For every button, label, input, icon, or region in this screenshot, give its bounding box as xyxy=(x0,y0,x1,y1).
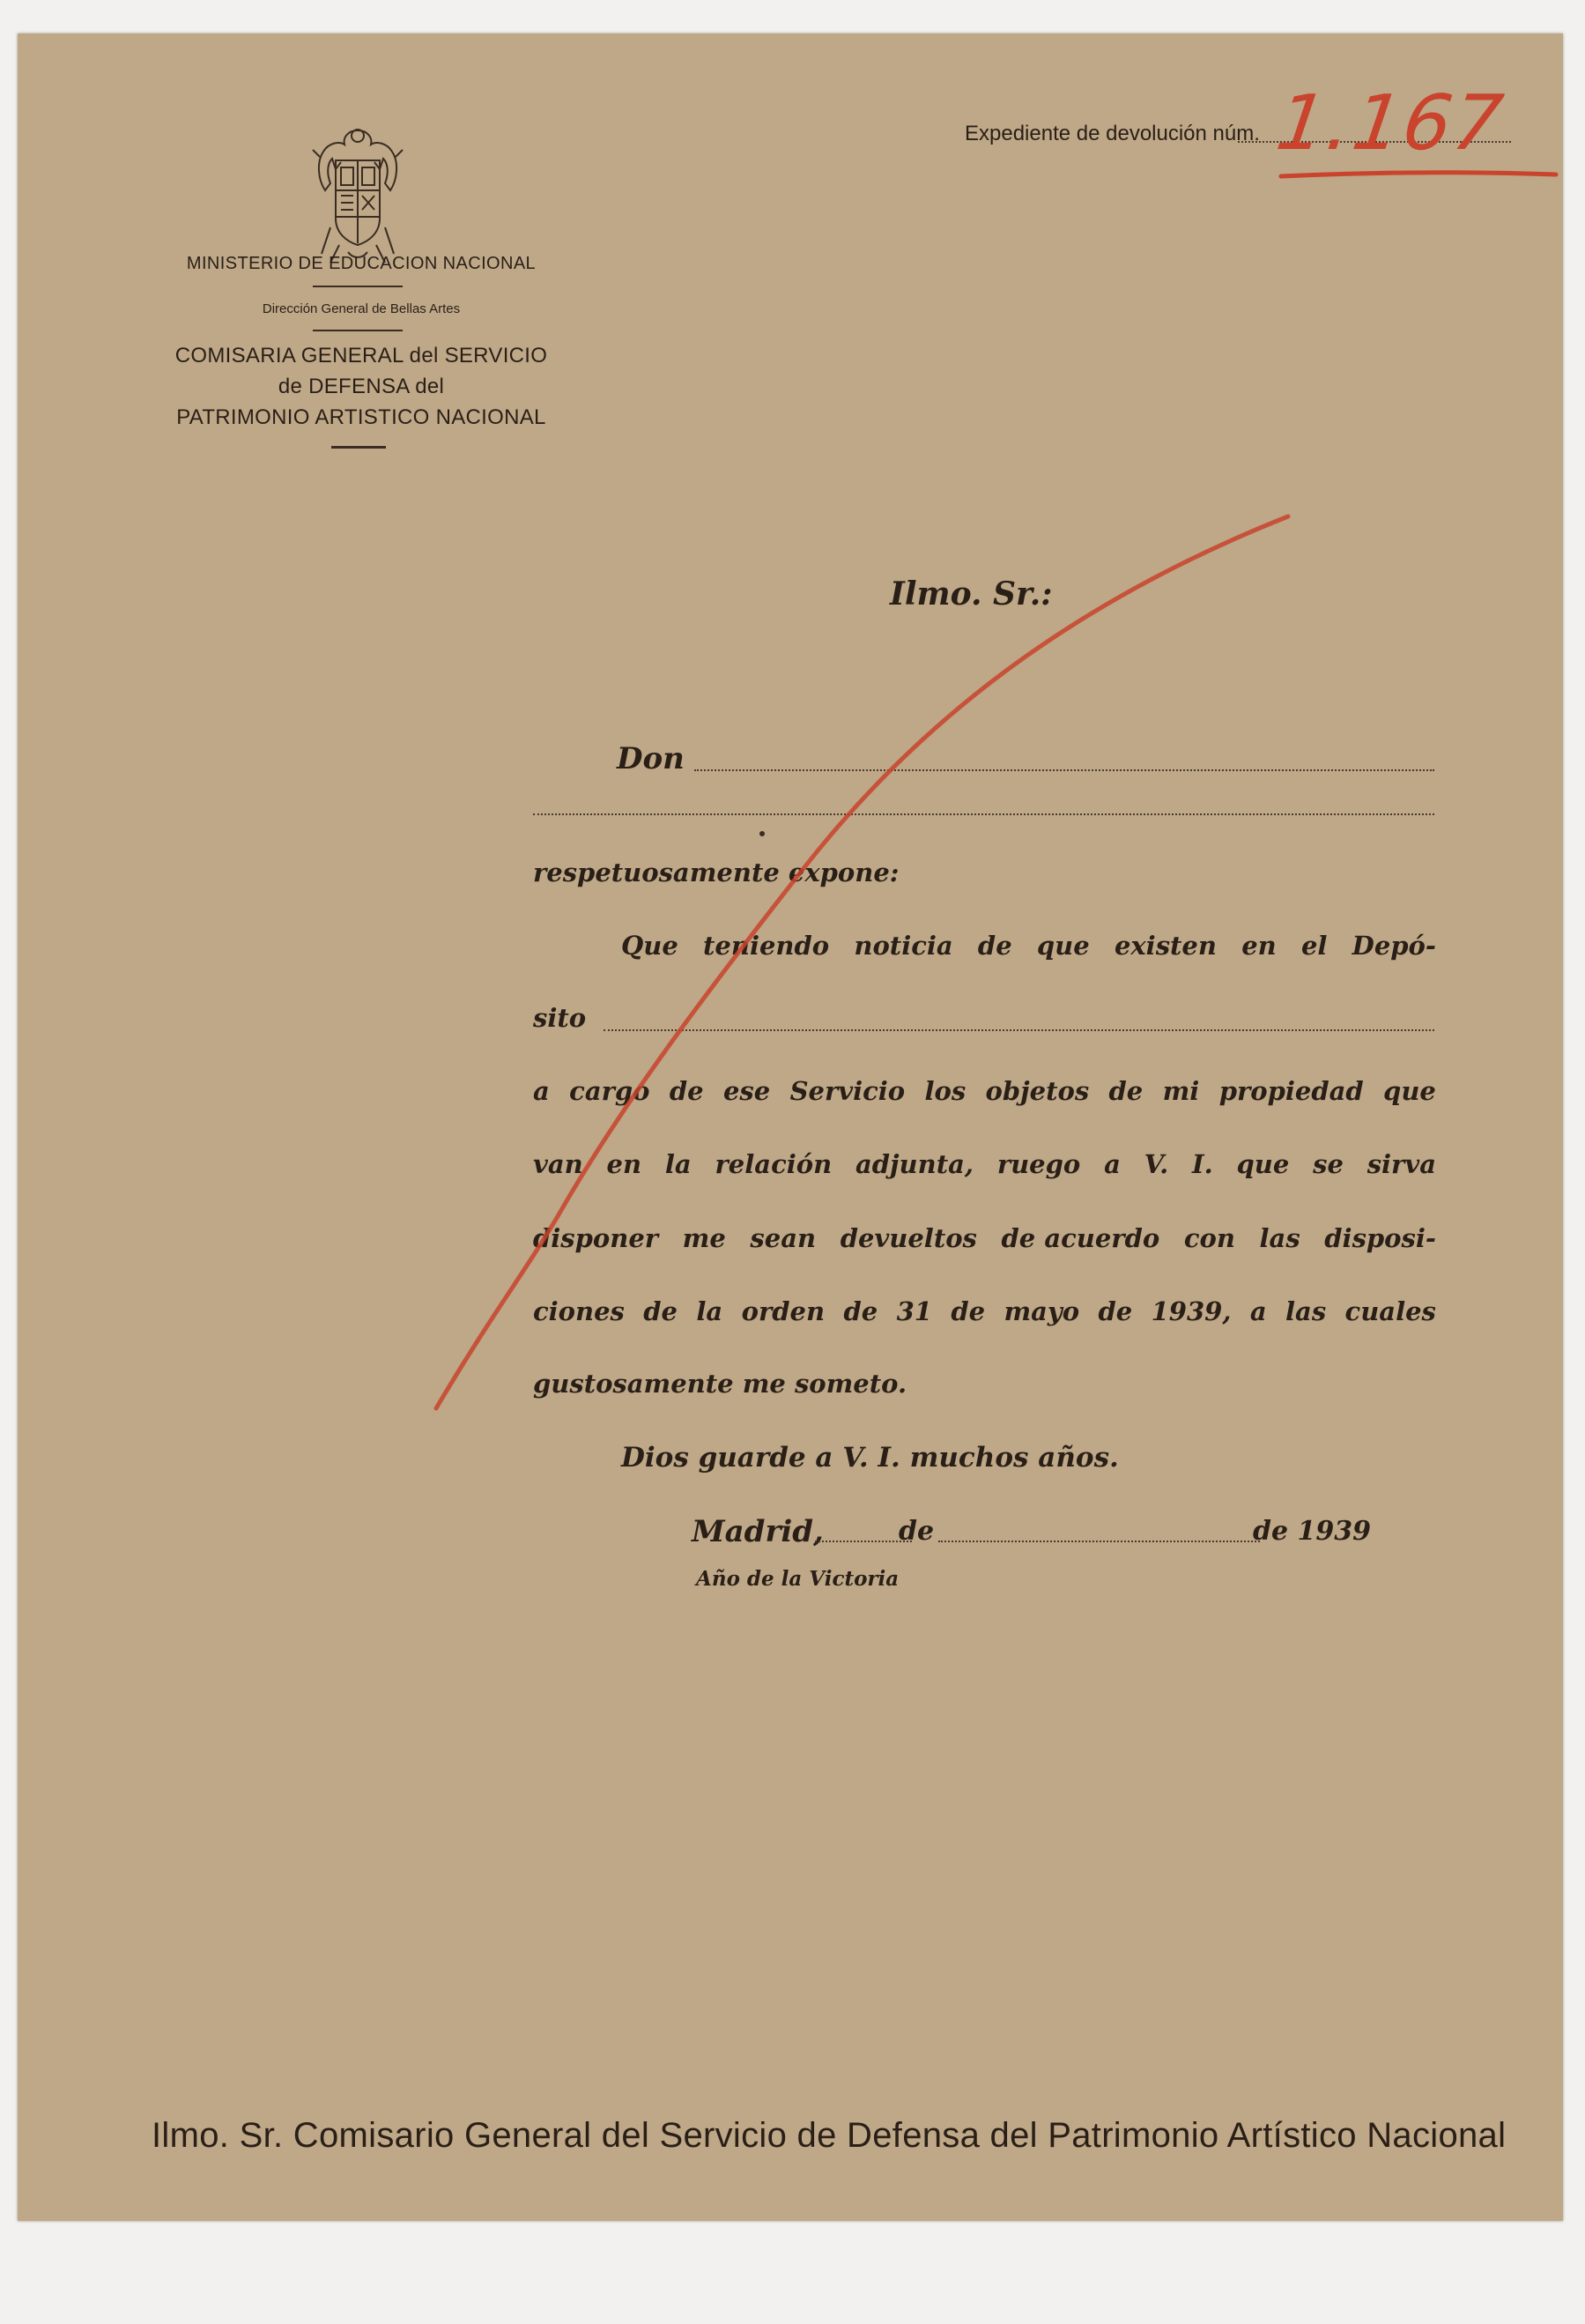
header-divider xyxy=(331,446,386,449)
ministry-name: MINISTERIO DE EDUCACION NACIONAL xyxy=(186,254,537,273)
word: en xyxy=(606,1149,642,1179)
word: sean xyxy=(750,1223,817,1253)
word: 31 xyxy=(896,1296,932,1326)
word: ciones xyxy=(533,1296,625,1326)
word: de xyxy=(843,1296,878,1326)
word: existen xyxy=(1114,931,1217,961)
expediente-number: 1.167 xyxy=(1270,79,1510,167)
word: relación xyxy=(715,1149,833,1179)
word: de xyxy=(669,1076,704,1106)
name-field xyxy=(694,769,1434,771)
word: que xyxy=(1036,931,1090,961)
paragraph-line xyxy=(533,1296,1436,1326)
document-sheet xyxy=(18,33,1563,2221)
word: que xyxy=(1383,1076,1436,1106)
word: orden xyxy=(741,1296,826,1326)
word: van xyxy=(533,1149,583,1179)
word: sirva xyxy=(1367,1149,1436,1179)
word: a xyxy=(1104,1149,1121,1179)
paragraph-line xyxy=(533,1076,1436,1106)
expone-line: respetuosamente expone: xyxy=(533,858,900,887)
salutation: Ilmo. Sr.: xyxy=(890,575,1053,613)
word: Que xyxy=(621,931,678,961)
day-field xyxy=(815,1541,912,1542)
word: propiedad xyxy=(1218,1076,1364,1106)
word: I. xyxy=(1192,1149,1213,1179)
word: los xyxy=(924,1076,967,1106)
word: devueltos xyxy=(840,1223,977,1253)
coat-of-arms-icon xyxy=(304,122,411,271)
word: ese xyxy=(722,1076,771,1106)
ink-speck xyxy=(759,831,765,836)
number-underline xyxy=(1278,166,1559,183)
word: mi xyxy=(1162,1076,1200,1106)
word: adjunta, xyxy=(855,1149,974,1179)
word: Servicio xyxy=(789,1076,906,1106)
commission-name xyxy=(97,340,626,433)
word: mayo xyxy=(1004,1296,1080,1326)
word: a xyxy=(533,1076,550,1106)
paragraph-line: sito xyxy=(533,1003,587,1033)
year-label: de 1939 xyxy=(1253,1516,1372,1547)
word: teniendo xyxy=(703,931,830,961)
word: V. xyxy=(1144,1149,1169,1179)
word: en xyxy=(1241,931,1277,961)
word: ruego xyxy=(996,1149,1081,1179)
word: cargo xyxy=(569,1076,650,1106)
header-divider xyxy=(313,286,403,287)
word: la xyxy=(664,1149,692,1179)
word: de xyxy=(1108,1076,1144,1106)
word: noticia xyxy=(854,931,953,961)
closing-line: Dios guarde a V. I. muchos años. xyxy=(621,1442,1119,1474)
paragraph-line: gustosamente me someto. xyxy=(533,1369,907,1399)
word: cuales xyxy=(1344,1296,1436,1326)
word: me xyxy=(682,1223,726,1253)
word: de xyxy=(977,931,1012,961)
paragraph-line xyxy=(533,1223,1436,1253)
paragraph-line xyxy=(621,931,1436,961)
name-field-continued xyxy=(533,813,1434,815)
don-label: Don xyxy=(617,741,685,776)
commission-line: COMISARIA GENERAL del SERVICIO xyxy=(174,344,548,368)
word: 1939, xyxy=(1151,1296,1232,1326)
word: disponer xyxy=(533,1223,659,1253)
victory-year: Año de la Victoria xyxy=(696,1567,900,1591)
directorate-name: Dirección General de Bellas Artes xyxy=(262,301,461,316)
de-label: de xyxy=(899,1516,935,1547)
word: de xyxy=(643,1296,678,1326)
word: con xyxy=(1183,1223,1235,1253)
word: Depó- xyxy=(1352,931,1436,961)
commission-line: PATRIMONIO ARTISTICO NACIONAL xyxy=(176,405,546,429)
word: de xyxy=(1098,1296,1133,1326)
word: las xyxy=(1285,1296,1327,1326)
paragraph-line xyxy=(533,1149,1436,1179)
word: se xyxy=(1313,1149,1344,1179)
word: disposi- xyxy=(1324,1223,1436,1253)
addressee-footer: Ilmo. Sr. Comisario General del Servicio de Defensa del Patrimonio Artístico Nacional xyxy=(152,2116,1507,2155)
word: objetos xyxy=(985,1076,1090,1106)
word: las xyxy=(1259,1223,1300,1253)
word: que xyxy=(1236,1149,1290,1179)
word: de acuerdo xyxy=(1001,1223,1160,1253)
expediente-label: Expediente de devolución núm. xyxy=(965,122,1260,145)
word: a xyxy=(1249,1296,1267,1326)
header-divider xyxy=(313,330,403,331)
word: el xyxy=(1300,931,1328,961)
place-label: Madrid, xyxy=(692,1514,824,1549)
commission-line: de DEFENSA del xyxy=(278,375,445,398)
month-field xyxy=(938,1541,1260,1542)
deposit-field xyxy=(604,1029,1434,1031)
word: de xyxy=(951,1296,986,1326)
word: la xyxy=(696,1296,723,1326)
